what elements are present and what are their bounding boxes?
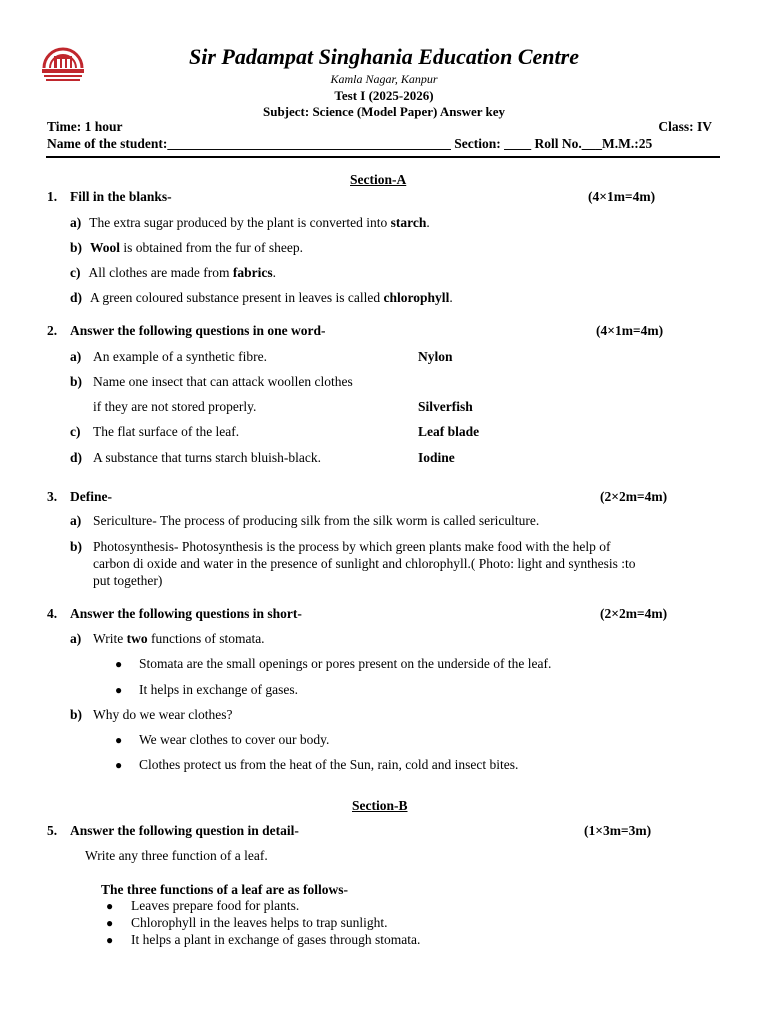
item-text: A green coloured substance present in leaves is called xyxy=(90,290,384,305)
section-b-title: Section-B xyxy=(352,798,408,813)
item-label: d) xyxy=(70,290,83,305)
item-text: All clothes are made from xyxy=(88,265,233,280)
item-label: c) xyxy=(70,265,81,280)
q1-text: Fill in the blanks- xyxy=(70,189,172,204)
q2-b-answer: Silverfish xyxy=(418,399,473,414)
item-answer: fabrics xyxy=(232,265,273,280)
q5-answer-heading: The three functions of a leaf are as follows- xyxy=(101,882,348,897)
q2-b-question: Name one insect that can attack woollen clothes xyxy=(93,374,353,389)
q3-a-text: Sericulture- The process of producing silk from the silk worm is called sericulture. xyxy=(93,513,540,528)
q4-b-label: b) xyxy=(70,707,83,722)
q2-b-label: b) xyxy=(70,374,83,389)
class-label: Class: IV xyxy=(658,119,712,134)
item-text-end: . xyxy=(272,265,276,280)
item-answer: Wool xyxy=(90,240,121,255)
q2-d-label: d) xyxy=(70,450,83,465)
q4-text: Answer the following questions in short- xyxy=(70,606,302,621)
q4-a-question xyxy=(93,631,265,647)
time-label: Time: 1 hour xyxy=(47,119,123,134)
q2-d-question: A substance that turns starch bluish-black. xyxy=(93,450,321,465)
q1-item-d xyxy=(70,289,453,307)
q2-a-question: An example of a synthetic fibre. xyxy=(93,349,267,364)
item-answer: chlorophyll xyxy=(383,290,450,305)
bullet-icon: ● xyxy=(106,933,114,947)
bullet-icon: ● xyxy=(106,899,114,913)
q2-b-question-cont: if they are not stored properly. xyxy=(93,399,257,414)
school-location: Kamla Nagar, Kanpur xyxy=(330,72,438,86)
q3-marks: (2×2m=4m) xyxy=(600,489,668,504)
q4-a-pre: Write xyxy=(93,631,127,646)
item-text-end: . xyxy=(449,290,453,305)
q2-marks: (4×1m=4m) xyxy=(596,323,664,338)
q1-item-a xyxy=(70,214,430,232)
item-text-end: . xyxy=(426,215,430,230)
q3-b-line3: put together) xyxy=(93,573,163,588)
q2-a-label: a) xyxy=(70,349,82,364)
q4-a-post: functions of stomata. xyxy=(147,631,265,646)
bullet-icon: ● xyxy=(115,758,123,772)
q2-number: 2. xyxy=(47,323,58,338)
subject-line: Subject: Science (Model Paper) Answer key xyxy=(262,104,506,119)
q3-text: Define- xyxy=(70,489,112,504)
q4-a-point-2: It helps in exchange of gases. xyxy=(139,682,298,697)
school-name: Sir Padampat Singhania Education Centre xyxy=(189,44,579,69)
bullet-icon: ● xyxy=(115,733,123,747)
item-label: b) xyxy=(70,240,83,255)
bullet-icon: ● xyxy=(115,657,123,671)
bullet-icon: ● xyxy=(115,683,123,697)
q2-d-answer: Iodine xyxy=(418,450,455,465)
q5-point-3: It helps a plant in exchange of gases through stomata. xyxy=(131,932,421,947)
q1-item-b xyxy=(70,239,303,257)
q3-b-line2: carbon di oxide and water in the presence of sunlight and chlorophyll.( Photo: light and synthesis :to xyxy=(93,556,636,571)
q1-number: 1. xyxy=(47,189,58,204)
q4-marks: (2×2m=4m) xyxy=(600,606,668,621)
q2-a-answer: Nylon xyxy=(418,349,453,364)
q3-b-label: b) xyxy=(70,539,83,554)
q2-c-answer: Leaf blade xyxy=(418,424,480,439)
q3-b-line1: Photosynthesis- Photosynthesis is the process by which green plants make food with the help of xyxy=(93,539,611,554)
q1-marks: (4×1m=4m) xyxy=(588,189,656,204)
q2-c-label: c) xyxy=(70,424,81,439)
bullet-icon: ● xyxy=(106,916,114,930)
item-label: a) xyxy=(70,215,82,230)
test-title: Test I (2025-2026) xyxy=(334,88,434,103)
q2-text: Answer the following questions in one word- xyxy=(70,323,326,338)
q2-c-question: The flat surface of the leaf. xyxy=(93,424,240,439)
q5-point-2: Chlorophyll in the leaves helps to trap sunlight. xyxy=(131,915,388,930)
q4-a-point-1: Stomata are the small openings or pores present on the underside of the leaf. xyxy=(139,656,552,671)
q4-b-question: Why do we wear clothes? xyxy=(93,707,233,722)
q4-b-point-2: Clothes protect us from the heat of the Sun, rain, cold and insect bites. xyxy=(139,757,519,772)
item-text: The extra sugar produced by the plant is converted into xyxy=(89,215,391,230)
q4-a-label: a) xyxy=(70,631,82,646)
q5-prompt: Write any three function of a leaf. xyxy=(85,848,268,863)
q4-b-point-1: We wear clothes to cover our body. xyxy=(139,732,330,747)
header-divider xyxy=(46,156,720,158)
section-a-title: Section-A xyxy=(350,172,407,187)
item-answer: starch xyxy=(390,215,427,230)
student-info-line: Name of the student:__________________________________________ Section: ____ Roll No.___M.M.:25 xyxy=(47,136,653,151)
q5-number: 5. xyxy=(47,823,58,838)
q3-number: 3. xyxy=(47,489,58,504)
q5-point-1: Leaves prepare food for plants. xyxy=(131,898,300,913)
q1-item-c xyxy=(70,264,276,282)
q4-a-bold: two xyxy=(126,631,148,646)
q3-a-label: a) xyxy=(70,513,82,528)
q5-text: Answer the following question in detail- xyxy=(70,823,299,838)
item-text-end: is obtained from the fur of sheep. xyxy=(120,240,303,255)
q4-number: 4. xyxy=(47,606,58,621)
q5-marks: (1×3m=3m) xyxy=(584,823,652,838)
